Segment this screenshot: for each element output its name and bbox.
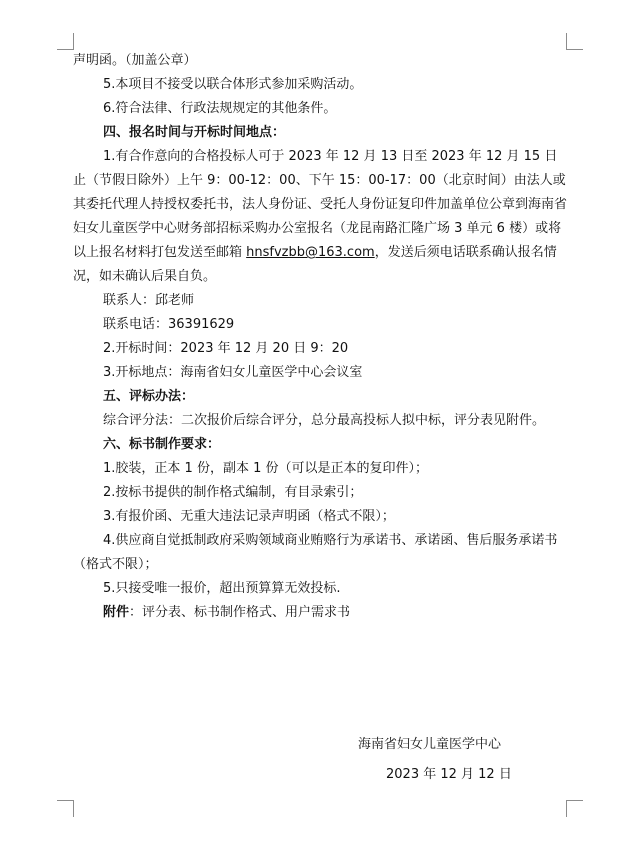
page-corner-mark-top-right	[566, 33, 583, 50]
opening-time: 2.开标时间：2023 年 12 月 20 日 9：20	[103, 341, 349, 356]
registration-text: 1.有合作意向的合格投标人可于 2023 年 12 月 13 日至 2023 年 12 月 15 日止（节假日除外）上午 9：00-12：00、下午 15：00-17：00（北京时间）由法人或其委托代理人持授权委托书，法人身份证、受托人身份证复印件加盖单位公章到海南省妇女儿童医学中心财务部招标采购办公室报名（龙昆南路汇隆广场 3 单元 6 楼）或将以上报名材料打包发送至邮箱	[73, 149, 568, 260]
text-line: 声明函。（加盖公章）	[73, 53, 197, 68]
requirement-item: 5.本项目不接受以联合体形式参加采购活动。	[103, 77, 363, 92]
requirement-item: 6.符合法律、行政法规规定的其他条件。	[103, 101, 337, 116]
signature-date: 2023 年 12 月 12 日	[386, 767, 512, 782]
attachments-line	[73, 601, 568, 625]
page-corner-mark-bottom-right	[566, 800, 583, 817]
page-corner-mark-top-left	[57, 33, 74, 50]
requirement-item: 2.按标书提供的制作格式编制，有目录索引；	[103, 485, 363, 500]
email-link[interactable]: hnsfvzbb@163.com	[246, 245, 375, 260]
document-body	[73, 49, 568, 625]
attachments-text: ：评分表、标书制作格式、用户需求书	[129, 605, 351, 620]
requirement-item: 4.供应商自觉抵制政府采购领域商业贿赂行为承诺书、承诺函、售后服务承诺书（格式不限）；	[73, 533, 558, 572]
evaluation-paragraph: 综合评分法：二次报价后综合评分，总分最高投标人拟中标，评分表见附件。	[103, 413, 546, 428]
contact-person: 联系人：邱老师	[103, 293, 195, 308]
section-heading: 六、标书制作要求：	[103, 437, 221, 452]
page-corner-mark-bottom-left	[57, 800, 74, 817]
registration-paragraph	[73, 145, 568, 289]
registration-text-tail: ，发送后须电话联系确认报名情况，如未确认后果自负。	[73, 245, 557, 284]
section-heading: 四、报名时间与开标时间地点：	[103, 125, 286, 140]
attachments-label: 附件	[103, 605, 130, 620]
opening-place: 3.开标地点：海南省妇女儿童医学中心会议室	[103, 365, 363, 380]
contact-phone: 联系电话：36391629	[103, 317, 235, 332]
requirement-item: 5.只接受唯一报价，超出预算算无效投标.	[103, 581, 341, 596]
requirement-item: 3.有报价函、无重大违法记录声明函（格式不限）；	[103, 509, 395, 524]
signature-organization: 海南省妇女儿童医学中心	[358, 737, 502, 752]
requirement-item: 1.胶装，正本 1 份，副本 1 份（可以是正本的复印件）；	[103, 461, 428, 476]
section-heading: 五、评标办法：	[103, 389, 195, 404]
